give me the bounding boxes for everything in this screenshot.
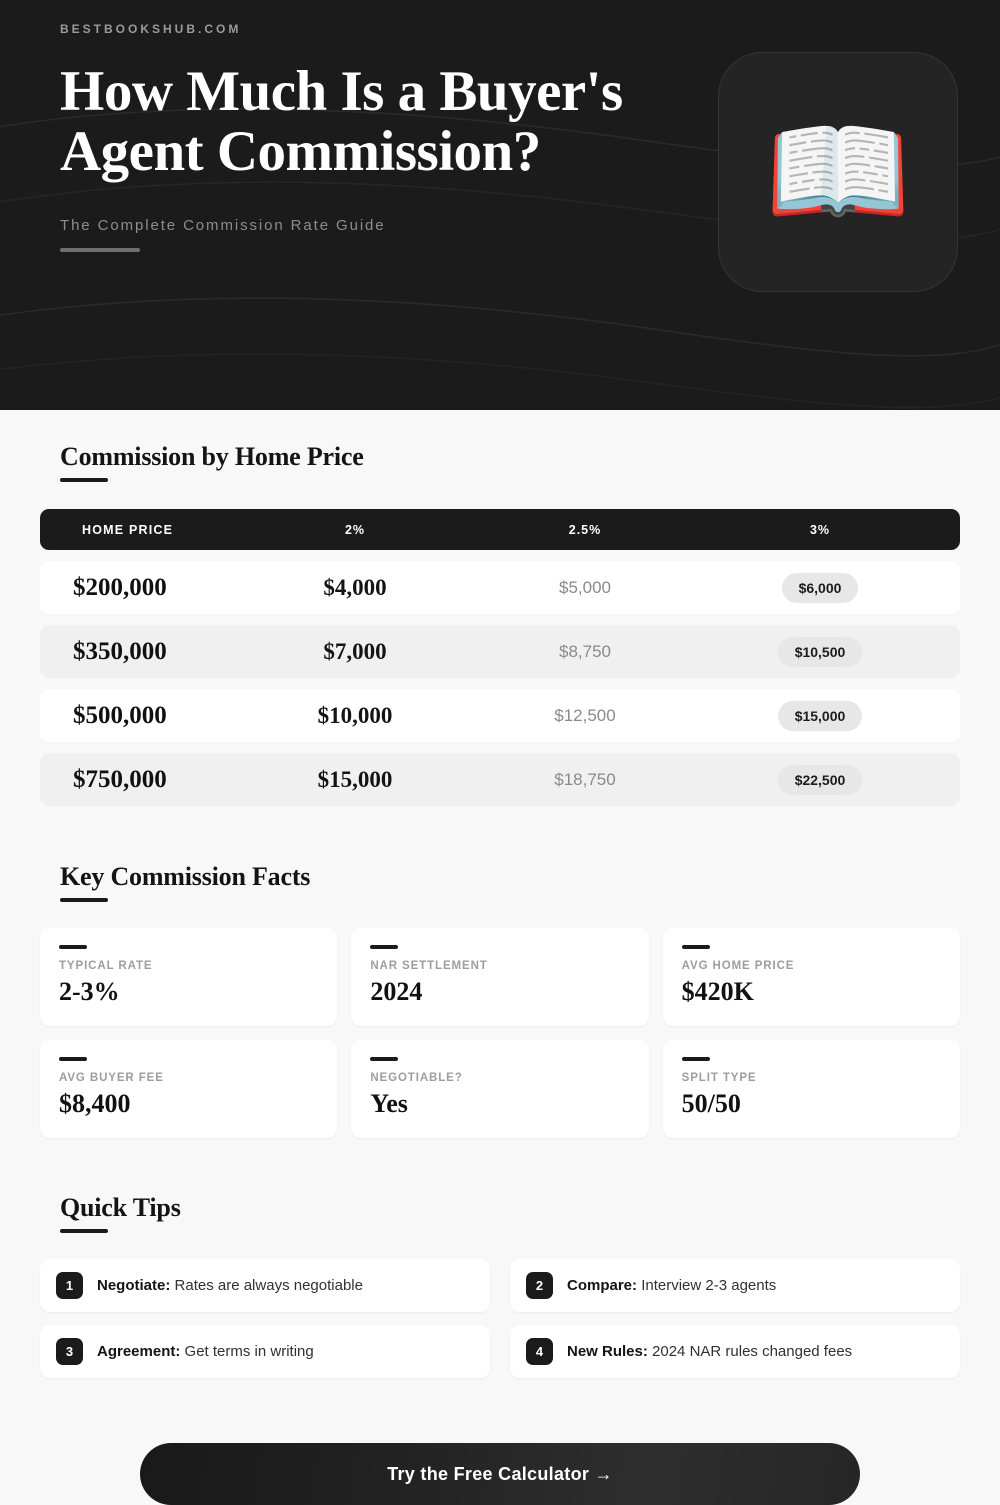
fact-accent-bar [682,1057,710,1061]
rate-3-badge: $15,000 [778,701,863,731]
fact-accent-bar [59,945,87,949]
cell-rate-25: $12,500 [554,705,616,725]
commission-table [40,509,960,806]
cell-rate-3 [700,637,940,667]
tip-body: Rates are always negotiable [174,1276,363,1294]
tip-label: Negotiate: [97,1276,171,1294]
heading-underline-bar [60,478,108,482]
cell-home-price: $350,000 [73,637,167,665]
list-item [40,1325,490,1378]
tip-label: Agreement: [97,1342,181,1360]
cta-container [40,1443,960,1505]
fact-value: Yes [370,1089,408,1118]
facts-heading-text: Key Commission Facts [60,862,311,891]
cell-rate-2: $7,000 [323,638,387,664]
tips-heading-text: Quick Tips [60,1193,181,1222]
fact-card [40,1040,337,1138]
cell-rate-2: $15,000 [317,766,393,792]
tip-label: Compare: [567,1276,638,1294]
facts-grid [40,928,960,1138]
rate-3-badge: $10,500 [778,637,863,667]
cell-rate-2: $4,000 [323,574,387,600]
column-header-rate-3: 3% [809,522,831,537]
page-subtitle: The Complete Commission Rate Guide [60,216,386,234]
tip-text [97,1342,314,1362]
fact-card [351,1040,648,1138]
key-facts-section [40,806,960,1138]
column-header-rate-25: 2.5% [568,522,602,537]
cell-rate-3 [700,573,940,603]
tips-section-heading [60,1193,960,1233]
table-heading-text: Commission by Home Price [60,442,364,471]
column-header-home-price: HOME PRICE [82,522,174,537]
cell-rate-25: $8,750 [559,641,611,661]
cell-rate-3 [700,701,940,731]
facts-section-heading [60,862,960,902]
tip-text [567,1342,852,1362]
fact-label: TYPICAL RATE [59,960,153,972]
list-item [510,1325,960,1378]
fact-label: AVG BUYER FEE [59,1072,164,1084]
fact-label: SPLIT TYPE [681,1072,757,1084]
cell-home-price: $200,000 [73,573,167,601]
fact-accent-bar [682,945,710,949]
fact-value: 2024 [370,977,423,1006]
page-title: How Much Is a Buyer's Agent Commission? [60,60,623,184]
fact-label: AVG HOME PRICE [681,960,795,972]
subtitle-underline [60,248,140,252]
open-book-icon [718,52,958,292]
column-header-rate-2: 2% [344,522,366,537]
fact-label: NAR SETTLEMENT [370,960,488,972]
open-book-glyph: 📖 [764,106,912,238]
table-row [40,689,960,742]
cell-rate-2: $10,000 [317,702,393,728]
fact-card [40,928,337,1026]
tip-number-badge: 1 [56,1272,83,1299]
list-item [510,1259,960,1312]
table-section-heading [60,442,960,482]
fact-accent-bar [370,945,398,949]
cell-rate-25: $5,000 [559,577,611,597]
fact-value: 2-3% [59,977,120,1006]
tip-body: Get terms in writing [184,1342,314,1360]
cell-home-price: $750,000 [73,765,167,793]
heading-underline-bar [60,898,108,902]
list-item [40,1259,490,1312]
table-row [40,753,960,806]
quick-tips-section [40,1138,960,1378]
tip-label: New Rules: [567,1342,648,1360]
fact-value: 50/50 [681,1089,741,1118]
heading-underline-bar [60,1229,108,1233]
tip-number-badge: 4 [526,1338,553,1365]
main-content [0,410,1000,1505]
try-calculator-button[interactable]: Try the Free Calculator → [140,1443,860,1505]
rate-3-badge: $6,000 [782,573,859,603]
commission-table-section [40,410,960,806]
table-row [40,625,960,678]
rate-3-badge: $22,500 [778,765,863,795]
table-header-row [40,509,960,550]
fact-card [663,1040,960,1138]
tip-body: 2024 NAR rules changed fees [652,1342,853,1360]
cell-rate-3 [700,765,940,795]
tip-text [567,1276,776,1296]
tip-number-badge: 2 [526,1272,553,1299]
tip-text [97,1276,363,1296]
table-row [40,561,960,614]
fact-accent-bar [59,1057,87,1061]
fact-label: NEGOTIABLE? [370,1072,463,1084]
cell-home-price: $500,000 [73,701,167,729]
fact-value: $420K [681,977,754,1006]
fact-value: $8,400 [59,1089,131,1118]
fact-accent-bar [370,1057,398,1061]
cell-rate-25: $18,750 [554,769,616,789]
tip-number-badge: 3 [56,1338,83,1365]
hero-header [0,0,1000,410]
tip-body: Interview 2-3 agents [641,1276,777,1294]
fact-card [663,928,960,1026]
site-brand: BESTBOOKSHUB.COM [60,22,242,36]
tips-grid [40,1259,960,1378]
fact-card [351,928,648,1026]
